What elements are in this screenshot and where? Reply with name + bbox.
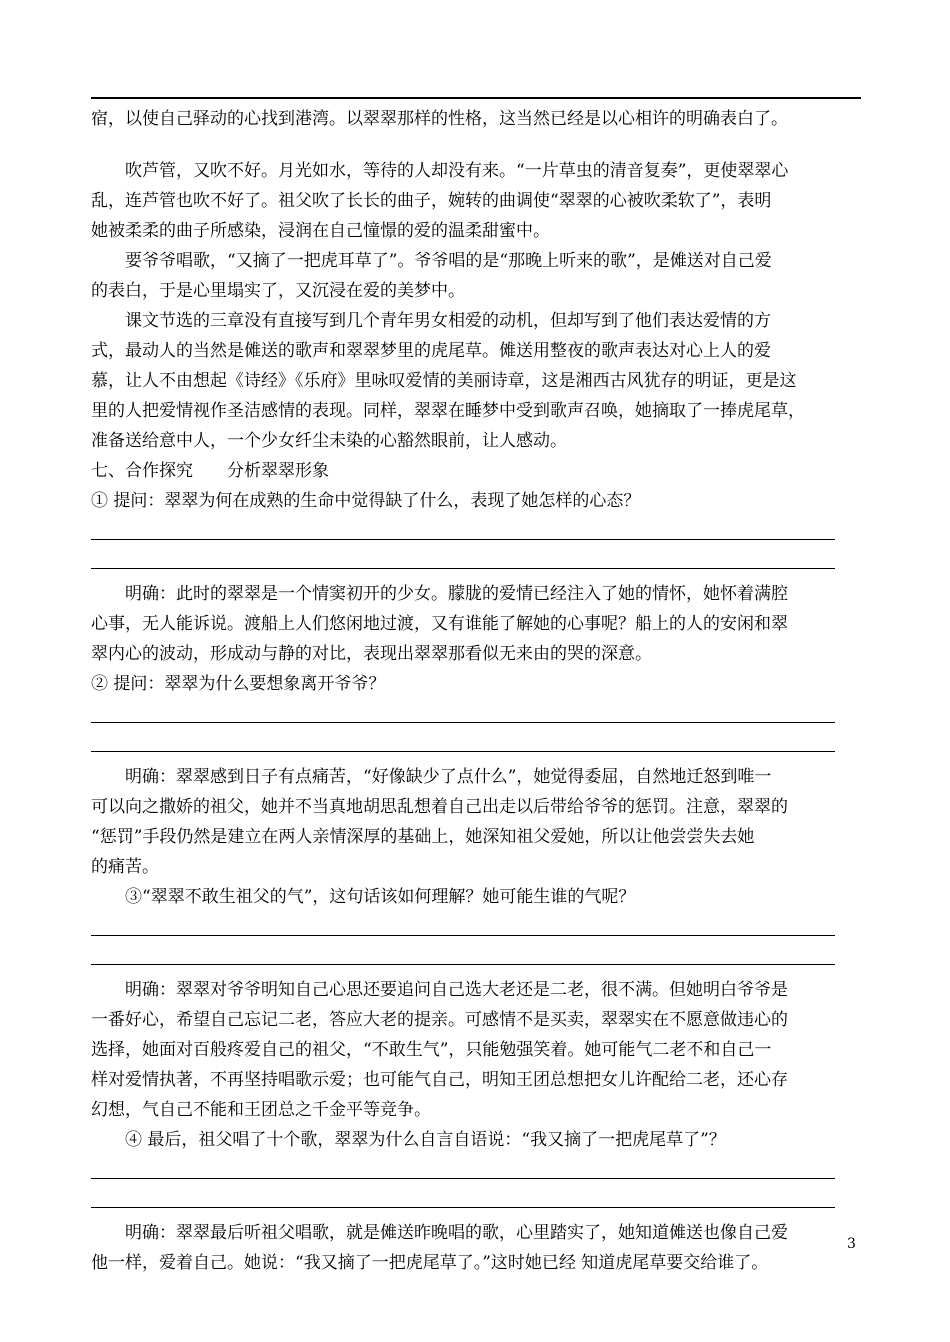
text-line: 里的人把爱情视作圣洁感情的表现。同样，翠翠在睡梦中受到歌声召唤，她摘取了一捧虎尾草， bbox=[91, 401, 805, 421]
text-line: 可以向之撒娇的祖父，她并不当真地胡思乱想着自己出走以后带给爷爷的惩罚。注意，翠翠的 bbox=[91, 797, 788, 817]
answer-rule bbox=[91, 539, 835, 540]
text-line: ① 提问：翠翠为何在成熟的生命中觉得缺了什么，表现了她怎样的心态？ bbox=[91, 491, 641, 511]
answer-rule bbox=[91, 568, 835, 569]
answer-lines bbox=[91, 699, 863, 762]
paragraph-gap bbox=[91, 134, 863, 156]
text-line: 课文节选的三章没有直接写到几个青年男女相爱的动机，但却写到了他们表达爱情的方 bbox=[125, 311, 771, 331]
page-number: 3 bbox=[847, 1236, 856, 1252]
text-line: 一番好心，希望自己忘记二老，答应大老的提亲。可感情不是买卖，翠翠实在不愿意做违心的 bbox=[91, 1010, 788, 1030]
text-line: 慕，让人不由想起《诗经》《乐府》里咏叹爱情的美丽诗章，这是湘西古风犹存的明证，更是这 bbox=[91, 371, 797, 391]
answer-lines bbox=[91, 912, 863, 975]
answer-rule bbox=[91, 751, 835, 752]
text-line: 明确：翠翠最后听祖父唱歌，就是傩送昨晚唱的歌，心里踏实了，她知道傩送也像自己爱 bbox=[125, 1223, 788, 1243]
text-line: 明确：翠翠对爷爷明知自己心思还要追问自己选大老还是二老，很不满。但她明白爷爷是 bbox=[125, 980, 788, 1000]
text-line: 翠内心的波动，形成动与静的对比，表现出翠翠那看似无来由的哭的深意。 bbox=[91, 644, 652, 664]
answer-rule bbox=[91, 1207, 835, 1208]
answer-lines bbox=[91, 516, 863, 579]
text-line: 幻想，气自己不能和王团总之千金平等竞争。 bbox=[91, 1100, 431, 1120]
text-line: 心事，无人能诉说。渡船上人们悠闲地过渡，又有谁能了解她的心事呢？船上的人的安闲和翠 bbox=[91, 614, 788, 634]
answer-lines bbox=[91, 1155, 863, 1218]
text-line: 明确：此时的翠翠是一个情窦初开的少女。朦胧的爱情已经注入了她的情怀，她怀着满腔 bbox=[125, 584, 788, 604]
text-line: “惩罚”手段仍然是建立在两人亲情深厚的基础上，她深知祖父爱她，所以让他尝尝失去她 bbox=[91, 827, 755, 847]
text-line: 她被柔柔的曲子所感染，浸润在自己憧憬的爱的温柔甜蜜中。 bbox=[91, 221, 550, 241]
text-line: 准备送给意中人，一个少女纤尘未染的心豁然眼前，让人感动。 bbox=[91, 431, 567, 451]
text-line: ③“翠翠不敢生祖父的气”，这句话该如何理解？她可能生谁的气呢？ bbox=[125, 887, 636, 907]
text-line: 他一样，爱着自己。她说：“我又摘了一把虎尾草了。”这时她已经 知道虎尾草要交给谁了。 bbox=[91, 1253, 769, 1273]
answer-rule bbox=[91, 935, 835, 936]
text-line: 的表白，于是心里塌实了，又沉浸在爱的美梦中。 bbox=[91, 281, 465, 301]
text-line: 乱，连芦管也吹不好了。祖父吹了长长的曲子，婉转的曲调使“翠翠的心被吹柔软了”，表明 bbox=[91, 191, 772, 211]
answer-rule bbox=[91, 1178, 835, 1179]
answer-rule bbox=[91, 722, 835, 723]
header-rule bbox=[91, 97, 861, 99]
text-line: 七、合作探究 分析翠翠形象 bbox=[91, 461, 329, 481]
document-body bbox=[91, 104, 863, 1278]
text-line: 的痛苦。 bbox=[91, 857, 159, 877]
text-line: 样对爱情执著，不再坚持唱歌示爱；也可能气自己，明知王团总想把女儿许配给二老，还心存 bbox=[91, 1070, 788, 1090]
text-line: 宿，以使自己驿动的心找到港湾。以翠翠那样的性格，这当然已经是以心相许的明确表白了。 bbox=[91, 109, 788, 129]
text-line: 要爷爷唱歌，“又摘了一把虎耳草了”。爷爷唱的是“那晚上听来的歌”，是傩送对自己爱 bbox=[125, 251, 772, 271]
answer-rule bbox=[91, 964, 835, 965]
text-line: ② 提问：翠翠为什么要想象离开爷爷？ bbox=[91, 674, 386, 694]
text-line: 吹芦管，又吹不好。月光如水，等待的人却没有来。“一片草虫的清音复奏”，更使翠翠心 bbox=[125, 161, 789, 181]
text-line: 式，最动人的当然是傩送的歌声和翠翠梦里的虎尾草。傩送用整夜的歌声表达对心上人的爱 bbox=[91, 341, 771, 361]
text-line: 选择，她面对百般疼爱自己的祖父，“不敢生气”，只能勉强笑着。她可能气二老不和自己一 bbox=[91, 1040, 772, 1060]
text-line: ④ 最后，祖父唱了十个歌，翠翠为什么自言自语说：“我又摘了一把虎尾草了”？ bbox=[125, 1130, 726, 1150]
text-line: 明确：翠翠感到日子有点痛苦，“好像缺少了点什么”，她觉得委屈，自然地迁怒到唯一 bbox=[125, 767, 772, 787]
